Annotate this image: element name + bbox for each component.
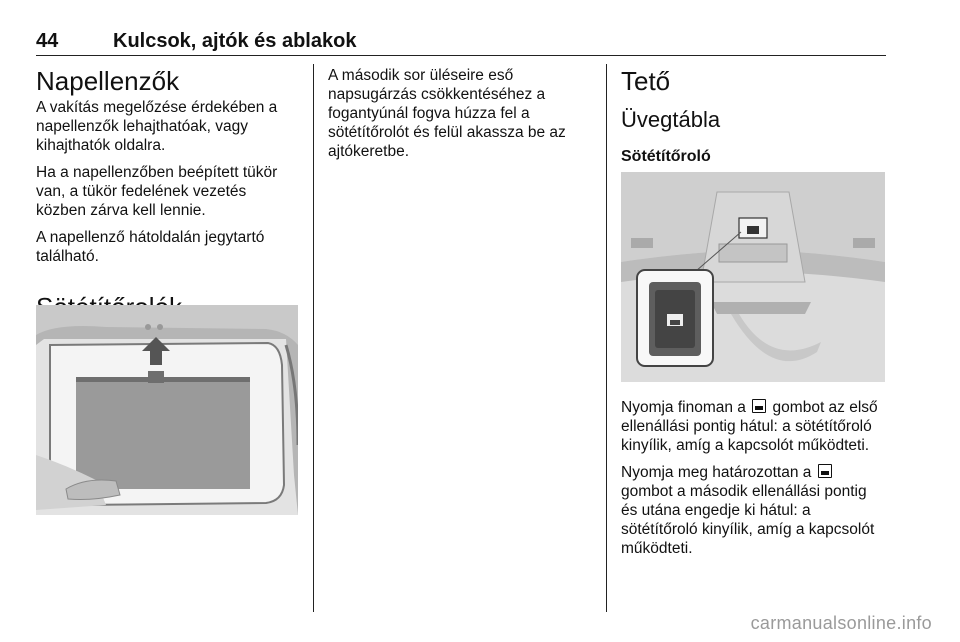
watermark: carmanualsonline.info xyxy=(750,613,932,633)
heading-sunvisors: Napellenzők xyxy=(36,66,180,96)
column-divider-2 xyxy=(606,64,607,612)
page-header xyxy=(36,30,886,54)
heading-glass-panel: Üvegtábla xyxy=(621,107,721,132)
paragraph-sunvisors-1: A vakítás megelőzése érdekében a napellenzők lehajthatóak, vagy kihajthatók oldalra. xyxy=(36,99,278,154)
column-2 xyxy=(328,66,590,161)
paragraph-sunshade-2-post: gombot a második ellenállási pontig és utána engedje ki hátul: a sötétítőroló kinyílik, amíg a kapcsolót működteti. xyxy=(621,483,875,557)
paragraph-sunvisors-2: Ha a napellenzőben beépített tükör van, a tükör fedelének vezetés közben zárva kell lennie. xyxy=(36,164,278,219)
heading-sunshade: Sötétítőroló xyxy=(621,148,711,165)
header-rule xyxy=(36,55,886,56)
paragraph-sunshade-2 xyxy=(621,463,887,558)
column-3-text xyxy=(621,398,887,558)
paragraph-sunshade-1-pre: Nyomja finoman a xyxy=(621,399,746,416)
paragraph-blinds: A második sor üléseire eső napsugárzás csökkentéséhez a fogantyúnál fogva húzza fel a sötétítőrolót és felül akassza be az ajtókeretbe. xyxy=(328,67,566,160)
paragraph-sunvisors-3: A napellenző hátoldalán jegytartó található. xyxy=(36,229,265,265)
figure-sunshade-switch xyxy=(621,172,885,382)
sunshade-switch-illustration xyxy=(621,172,885,382)
page-number: 44 xyxy=(36,30,59,52)
sunshade-button-icon xyxy=(752,399,766,413)
sunshade-button-icon xyxy=(818,464,832,478)
figure-door-blind xyxy=(36,305,298,515)
paragraph-sunshade-1 xyxy=(621,398,887,455)
paragraph-sunshade-1-post: gombot az első ellenállási pontig hátul: a sötétítőroló kinyílik, amíg a kapcsolót működteti. xyxy=(621,399,878,454)
column-3 xyxy=(621,66,887,168)
running-title: Kulcsok, ajtók és ablakok xyxy=(113,30,357,52)
heading-roof: Tető xyxy=(621,66,671,96)
column-1 xyxy=(36,66,298,322)
door-blind-illustration xyxy=(36,305,298,515)
paragraph-sunshade-2-pre: Nyomja meg határozottan a xyxy=(621,464,812,481)
column-divider-1 xyxy=(313,64,314,612)
